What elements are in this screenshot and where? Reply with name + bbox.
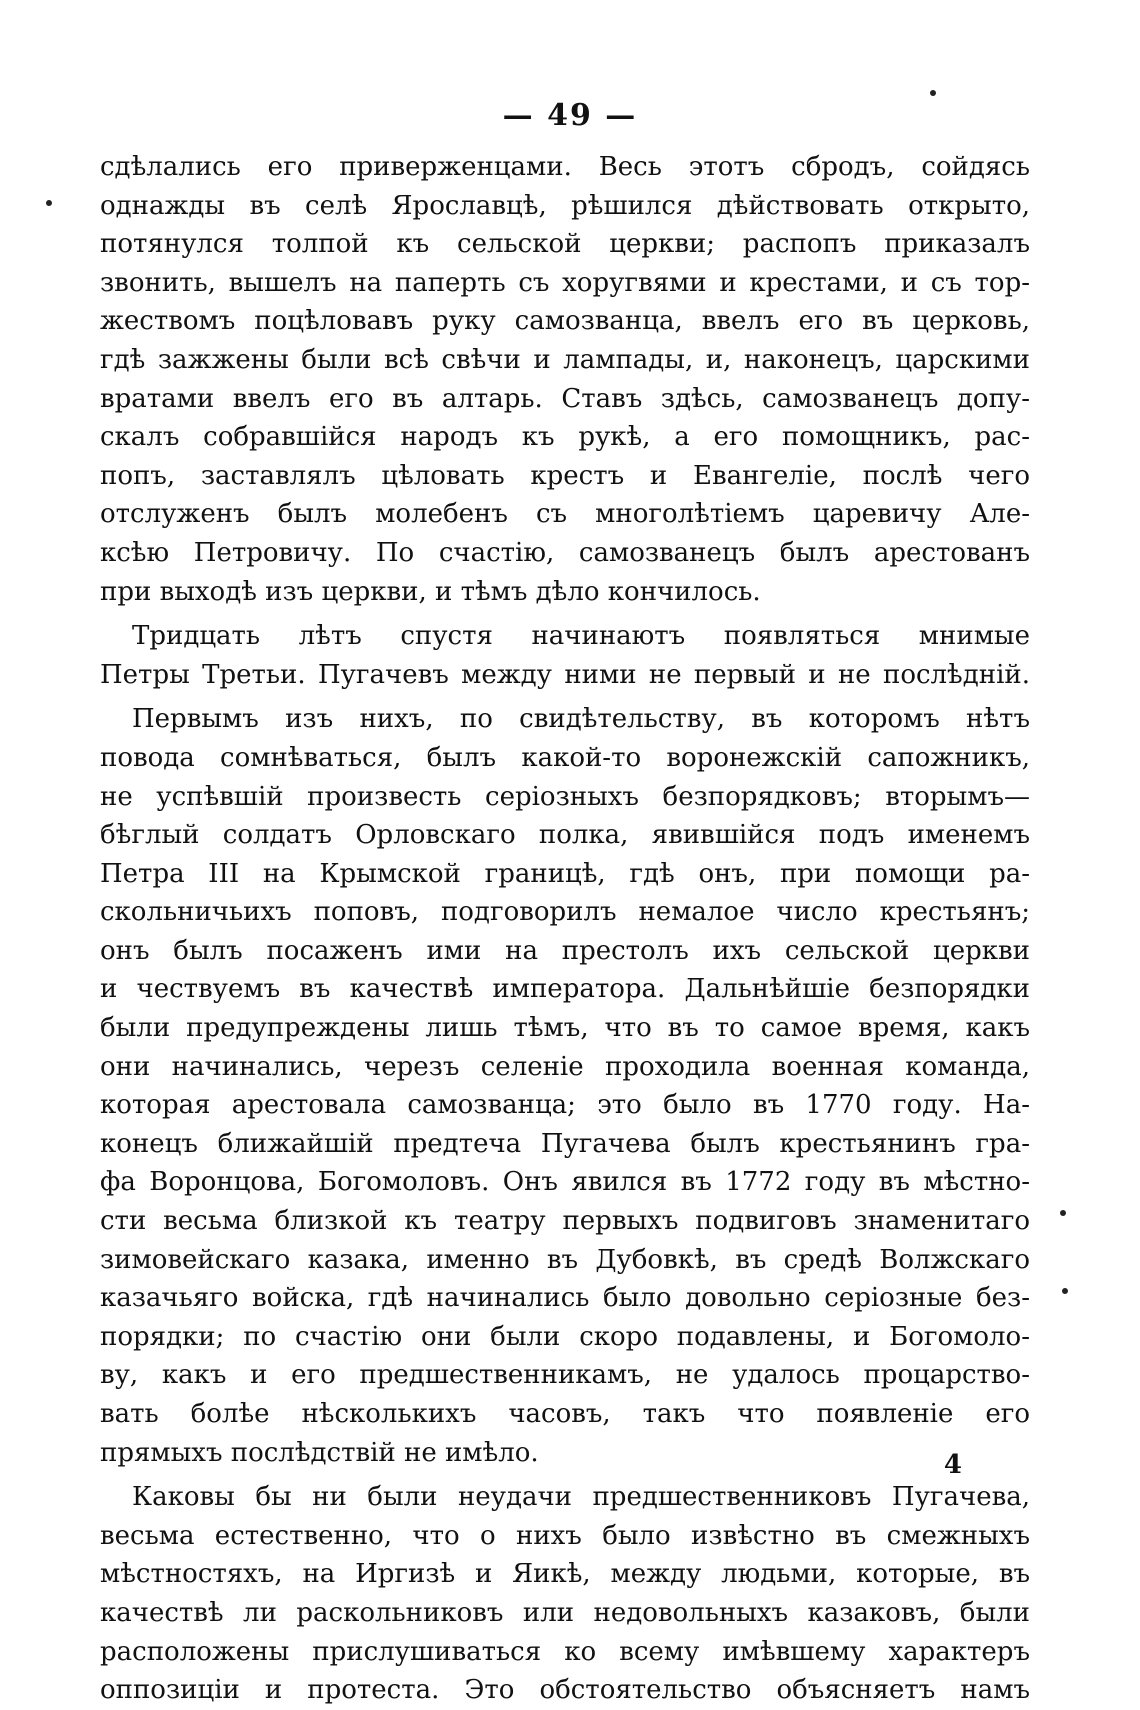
paragraph-2	[100, 617, 1030, 694]
signature-mark: 4	[943, 1450, 962, 1480]
text-line: Петра III на Крымской границѣ, гдѣ онъ, при помощи ра-	[100, 858, 1030, 889]
print-speck	[1060, 1210, 1066, 1216]
text-line: расположены прислушиваться ко всему имѣвшему характеръ	[100, 1636, 1030, 1667]
body-text	[100, 148, 1030, 1710]
text-line: весьма естественно, что о нихъ было извѣстно въ смежныхъ	[100, 1520, 1030, 1551]
print-speck	[930, 90, 936, 96]
text-line: мѣстностяхъ, на Иргизѣ и Яикѣ, между людьми, которые, въ	[100, 1559, 1030, 1590]
text-line: попъ, заставлялъ цѣловать крестъ и Евангеліе, послѣ чего	[100, 460, 1030, 491]
text-line: прямыхъ послѣдствій не имѣло.	[100, 1437, 539, 1468]
paragraph-3	[100, 700, 1030, 1472]
paragraph-4	[100, 1478, 1030, 1710]
text-line: которая арестовала самозванца; это было въ 1770 году. На-	[100, 1090, 1030, 1121]
text-line: порядки; по счастію они были скоро подавлены, и Богомоло-	[100, 1321, 1030, 1352]
text-line: качествѣ ли раскольниковъ или недовольныхъ казаковъ, были	[100, 1597, 1030, 1628]
text-line: ксѣю Петровичу. По счастію, самозванецъ былъ арестованъ	[100, 537, 1030, 568]
text-line: казачьяго войска, гдѣ начинались было довольно серіозные без-	[100, 1283, 1030, 1314]
text-line: зимовейскаго казака, именно въ Дубовкѣ, въ средѣ Волжскаго	[100, 1244, 1030, 1275]
text-line: вать болѣе нѣсколькихъ часовъ, такъ что появленіе его	[100, 1399, 1030, 1429]
text-line: гдѣ зажжены были всѣ свѣчи и лампады, и, наконецъ, царскими	[100, 344, 1030, 375]
text-line: Каковы бы ни были неудачи предшественниковъ Пугачева,	[132, 1482, 1030, 1513]
print-speck	[1062, 1288, 1068, 1294]
text-line: не успѣвшій произвесть серіозныхъ безпорядковъ; вторымъ—	[100, 781, 1030, 812]
text-line: онъ былъ посаженъ ими на престолъ ихъ сельской церкви	[100, 935, 1030, 966]
text-line: они начинались, черезъ селеніе проходила военная команда,	[100, 1051, 1030, 1082]
text-line: при выходѣ изъ церкви, и тѣмъ дѣло кончилось.	[100, 576, 761, 607]
text-line: фа Воронцова, Богомоловъ. Онъ явился въ 1772 году въ мѣстно-	[100, 1167, 1030, 1198]
text-line: ву, какъ и его предшественникамъ, не удалось процарство-	[100, 1360, 1030, 1391]
text-line: вратами ввелъ его въ алтарь. Ставъ здѣсь, самозванецъ допу-	[100, 383, 1030, 414]
text-line: звонить, вышелъ на паперть съ хоругвями и крестами, и съ тор-	[100, 267, 1030, 298]
text-line: бѣглый солдатъ Орловскаго полка, явившійся подъ именемъ	[100, 820, 1030, 851]
text-line: скольничьихъ поповъ, подговорилъ немалое число крестьянъ;	[100, 897, 1030, 928]
text-line: оппозиціи и протеста. Это обстоятельство объясняетъ намъ	[100, 1675, 1030, 1706]
text-line: и чествуемъ въ качествѣ императора. Дальнѣйшіе безпорядки	[100, 974, 1030, 1005]
paragraph-1	[100, 148, 1030, 611]
text-line: потянулся толпой къ сельской церкви; распопъ приказалъ	[100, 229, 1030, 260]
text-line: отслуженъ былъ молебенъ съ многолѣтіемъ царевичу Але-	[100, 499, 1030, 530]
print-speck	[46, 200, 52, 206]
text-line: Петры Третьи. Пугачевъ между ними не первый и не послѣдній.	[100, 659, 1030, 690]
text-line: однажды въ селѣ Ярославцѣ, рѣшился дѣйствовать открыто,	[100, 190, 1030, 221]
text-line: повода сомнѣваться, былъ какой-то воронежскій сапожникъ,	[100, 742, 1030, 773]
page-number: — 49 —	[502, 98, 638, 133]
text-line: сдѣлались его приверженцами. Весь этотъ сбродъ, сойдясь	[100, 152, 1030, 182]
text-line: сти весьма близкой къ театру первыхъ подвиговъ знаменитаго	[100, 1206, 1030, 1237]
text-line: конецъ ближайшій предтеча Пугачева былъ крестьянинъ гра-	[100, 1128, 1030, 1159]
text-line: Первымъ изъ нихъ, по свидѣтельству, въ которомъ нѣтъ	[132, 704, 1030, 735]
text-line: скалъ собравшійся народъ къ рукѣ, а его помощникъ, рас-	[100, 422, 1030, 453]
text-line: жествомъ поцѣловавъ руку самозванца, ввелъ его въ церковь,	[100, 306, 1030, 337]
text-line: Тридцать лѣтъ спустя начинаютъ появляться мнимые	[132, 621, 1030, 652]
text-line: были предупреждены лишь тѣмъ, что въ то самое время, какъ	[100, 1013, 1030, 1044]
